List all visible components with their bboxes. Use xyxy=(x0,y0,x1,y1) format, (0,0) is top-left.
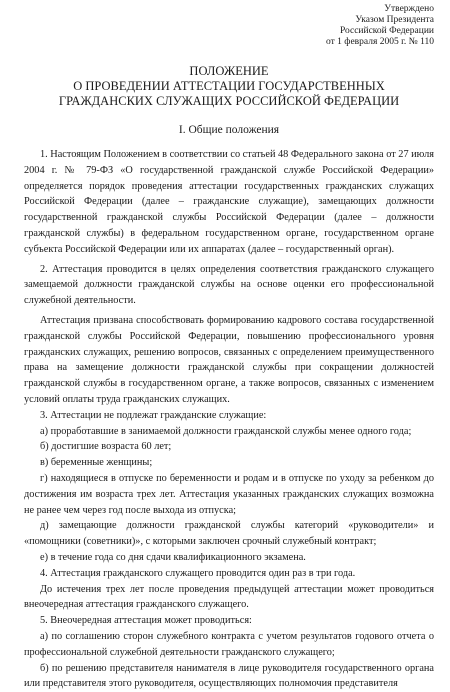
list-item: б) по решению представителя нанимателя в лице руководителя государственного органа или представителя этого руководителя, осуществляющих полномочия представителя xyxy=(24,661,434,692)
title-line: О ПРОВЕДЕНИИ АТТЕСТАЦИИ ГОСУДАРСТВЕННЫХ xyxy=(24,79,434,94)
list-item: е) в течение года со дня сдачи квалификационного экзамена. xyxy=(24,550,434,566)
approval-line: Российской Федерации xyxy=(24,26,434,37)
document-title xyxy=(24,64,434,109)
approval-stamp xyxy=(24,4,434,48)
section-heading: I. Общие положения xyxy=(24,123,434,137)
document-body xyxy=(24,147,434,692)
approval-line: от 1 февраля 2005 г. № 110 xyxy=(24,37,434,48)
paragraph: До истечения трех лет после проведения предыдущей аттестации может проводиться внеочередная аттестация гражданского служащего. xyxy=(24,582,434,614)
title-line: ПОЛОЖЕНИЕ xyxy=(24,64,434,79)
paragraph: 5. Внеочередная аттестация может проводиться: xyxy=(24,613,434,629)
paragraph: 2. Аттестация проводится в целях определения соответствия гражданского служащего замещаемой должности гражданской службы на основе оценки его профессиональной служебной деятельности. xyxy=(24,262,434,309)
paragraph: 1. Настоящим Положением в соответствии со статьей 48 Федерального закона от 27 июля 2004 г. № 79-ФЗ «О государственной гражданской службе Российской Федерации» определяется порядок проведения аттестации государственных гражданских служащих Российской Федерации (далее – гражданские служащие), замещающих должности государственной гражданской службы Российской Федерации (далее – должности гражданской службы) в федеральном государственном органе, государственном органе субъекта Российской Федерации или их аппаратах (далее – государственный орган). xyxy=(24,147,434,258)
paragraph: 4. Аттестация гражданского служащего проводится один раз в три года. xyxy=(24,566,434,582)
approval-line: Указом Президента xyxy=(24,15,434,26)
list-item: б) достигшие возраста 60 лет; xyxy=(24,439,434,455)
approval-line: Утверждено xyxy=(24,4,434,15)
list-item: г) находящиеся в отпуске по беременности и родам и в отпуске по уходу за ребенком до достижения им возраста трех лет. Аттестация указанных гражданских служащих возможна не ранее чем через год после выхода из отпуска; xyxy=(24,471,434,518)
paragraph: 3. Аттестации не подлежат гражданские служащие: xyxy=(24,408,434,424)
list-item: в) беременные женщины; xyxy=(24,455,434,471)
list-item: д) замещающие должности гражданской службы категорий «руководители» и «помощники (советники)», с которыми заключен срочный служебный контракт; xyxy=(24,518,434,550)
paragraph: Аттестация призвана способствовать формированию кадрового состава государственной гражданской службы Российской Федерации, повышению профессионального уровня гражданских служащих, решению вопросов, связанных с определением преимущественного права на замещение должности гражданской службы при сокращении должностей гражданской службы в государственном органе, а также вопросов, связанных с изменением условий оплаты труда гражданских служащих. xyxy=(24,313,434,408)
list-item: а) проработавшие в занимаемой должности гражданской службы менее одного года; xyxy=(24,424,434,440)
list-item: а) по соглашению сторон служебного контракта с учетом результатов годового отчета о профессиональной служебной деятельности гражданского служащего; xyxy=(24,629,434,661)
title-line: ГРАЖДАНСКИХ СЛУЖАЩИХ РОССИЙСКОЙ ФЕДЕРАЦИИ xyxy=(24,94,434,109)
